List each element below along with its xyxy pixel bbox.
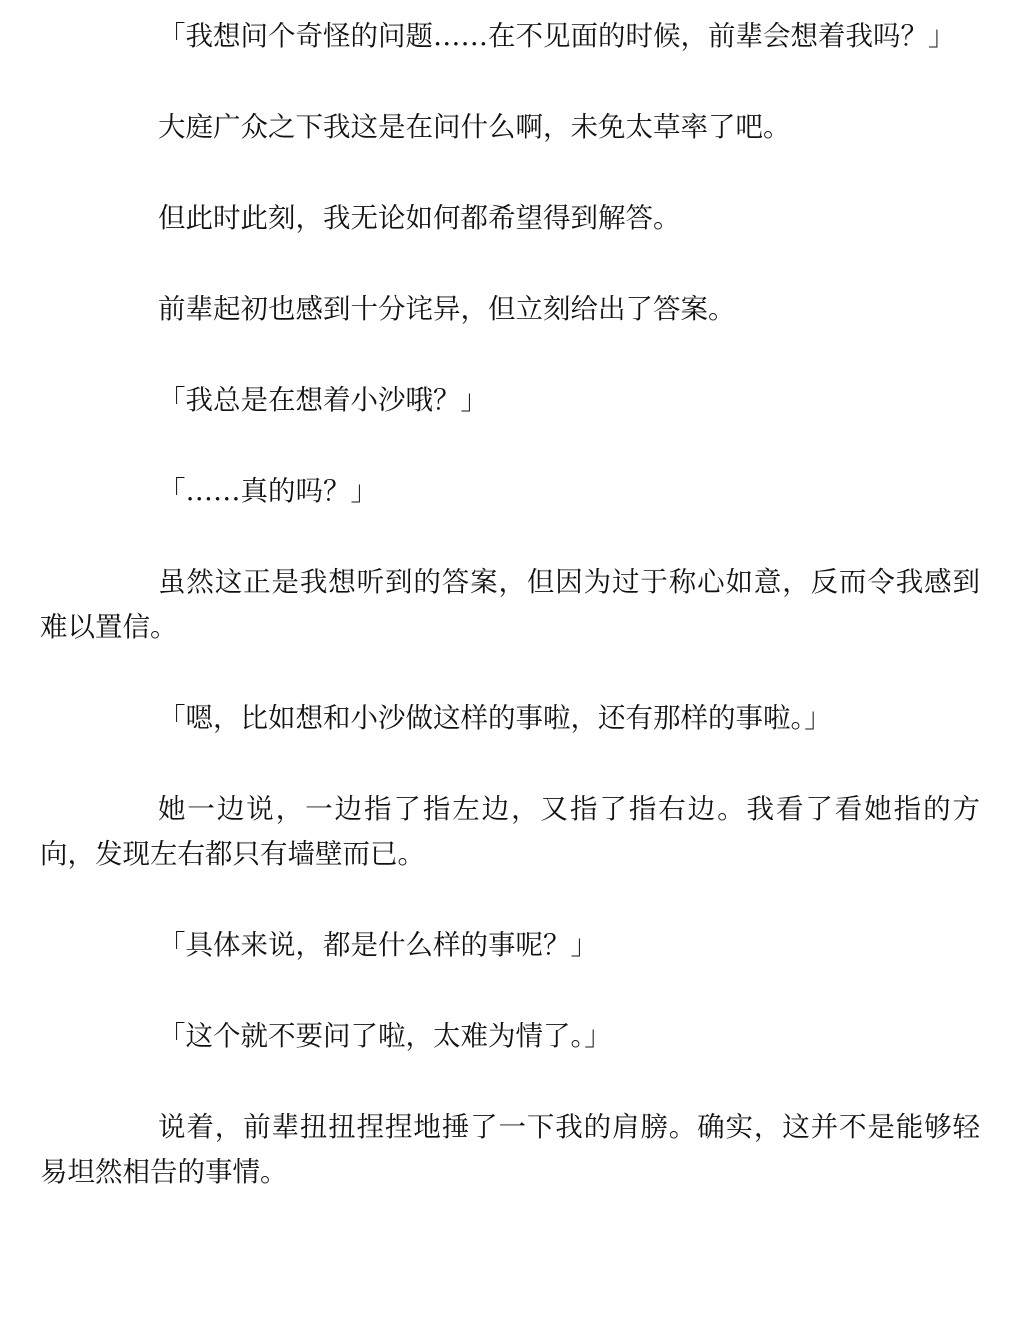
- paragraph-12: 说着，前辈扭扭捏捏地捶了一下我的肩膀。确实，这并不是能够轻易坦然相告的事情。: [40, 1111, 980, 1188]
- paragraph-11: 「这个就不要问了啦，太难为情了。」: [158, 1020, 612, 1052]
- paragraph-4: 前辈起初也感到十分诧异，但立刻给出了答案。: [158, 293, 736, 325]
- paragraph-10: 「具体来说，都是什么样的事呢？」: [158, 929, 598, 961]
- paragraph-2: 大庭广众之下我这是在问什么啊，未免太草率了吧。: [158, 111, 791, 143]
- document-page: [40, 14, 980, 1241]
- paragraph-8: 「嗯，比如想和小沙做这样的事啦，还有那样的事啦。」: [158, 702, 832, 734]
- paragraph-1: 「我想问个奇怪的问题……在不见面的时候，前辈会想着我吗？」: [158, 20, 956, 52]
- paragraph-6: 「……真的吗？」: [158, 475, 378, 507]
- paragraph-9: 她一边说，一边指了指左边，又指了指右边。我看了看她指的方向，发现左右都只有墙壁而已。: [40, 793, 980, 870]
- paragraph-7: 虽然这正是我想听到的答案，但因为过于称心如意，反而令我感到难以置信。: [40, 566, 980, 643]
- paragraph-5: 「我总是在想着小沙哦？」: [158, 384, 488, 416]
- paragraph-3: 但此时此刻，我无论如何都希望得到解答。: [158, 202, 681, 234]
